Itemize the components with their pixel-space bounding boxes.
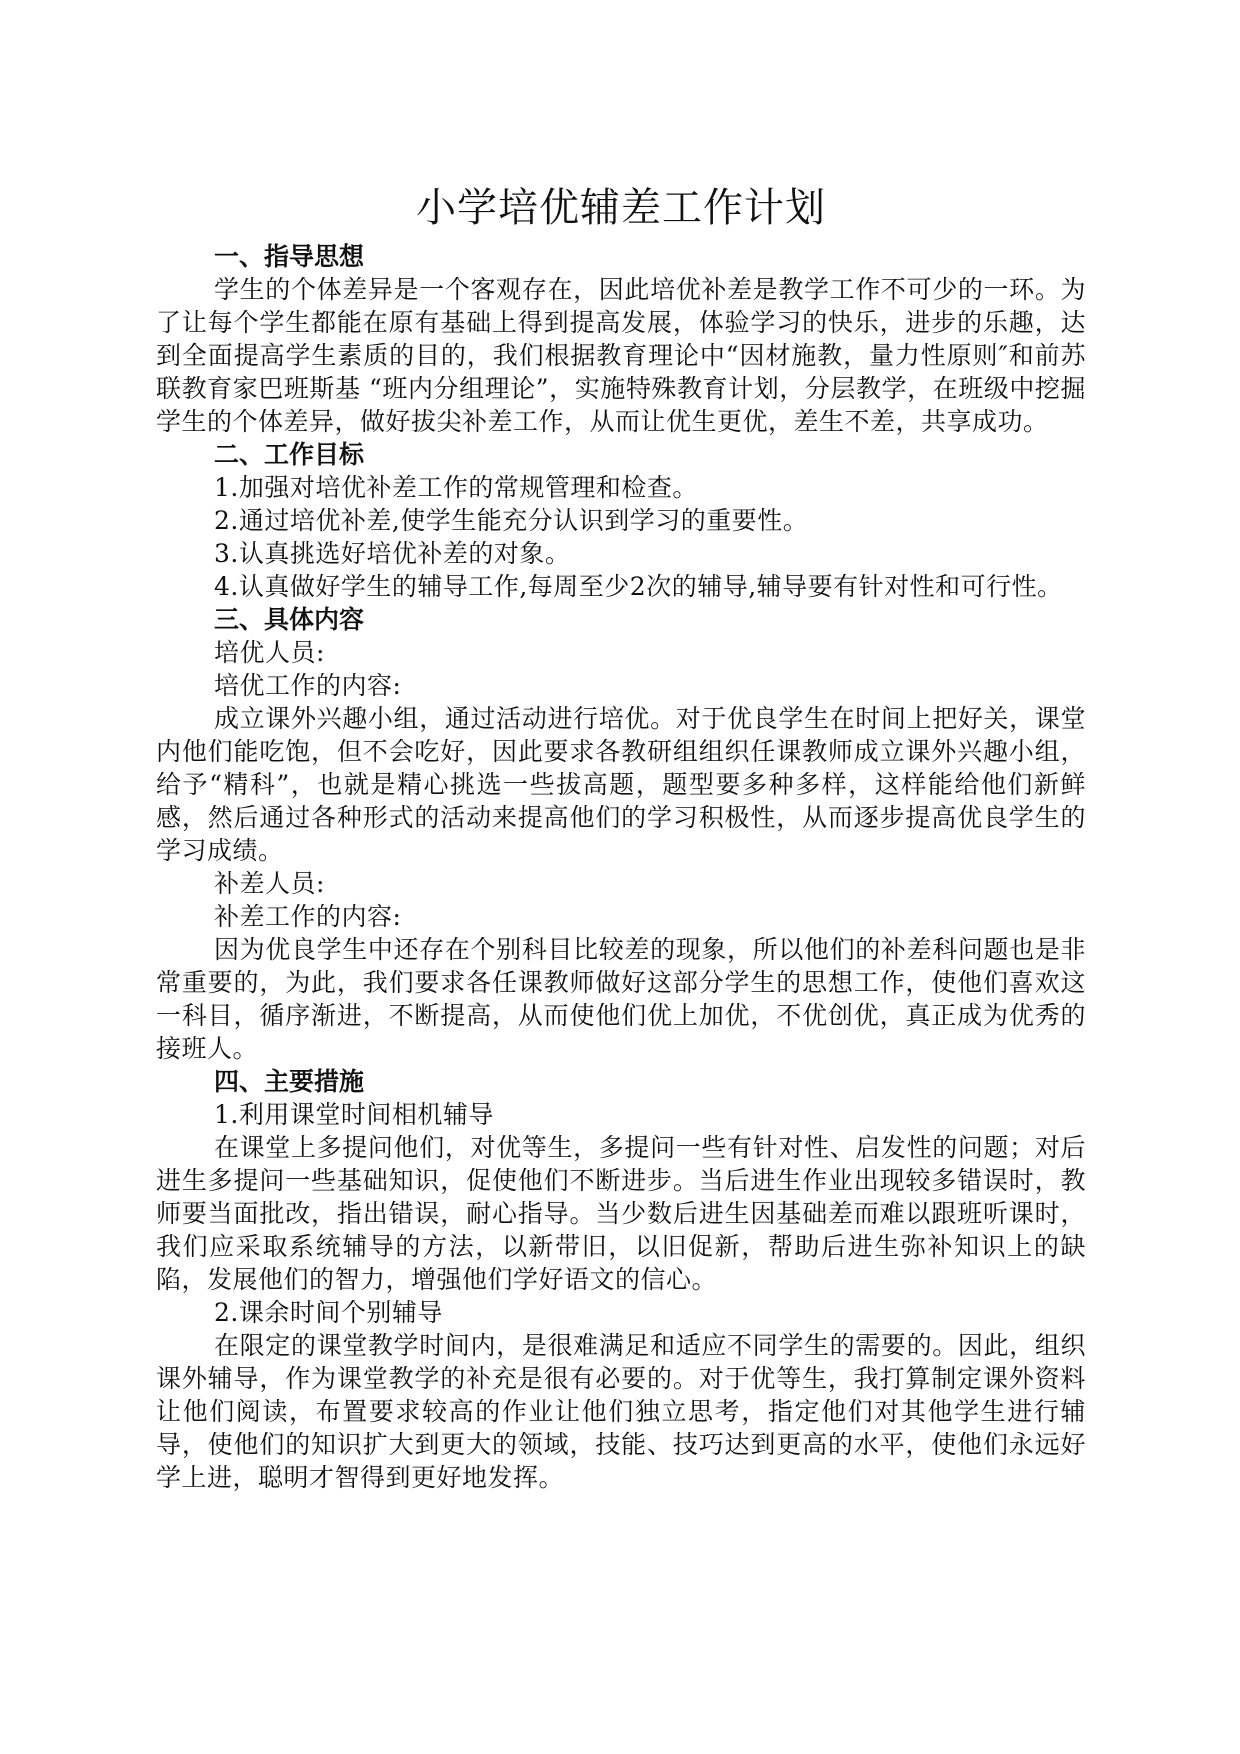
section-guiding-thought bbox=[156, 240, 1086, 438]
paragraph: 培优人员: bbox=[214, 638, 325, 667]
document-title: 小学培优辅差工作计划 bbox=[416, 185, 826, 231]
document-page bbox=[156, 178, 1086, 1494]
paragraph: 补差工作的内容: bbox=[214, 902, 402, 931]
section-work-goals bbox=[156, 438, 1086, 603]
list-item: 1.加强对培优补差工作的常规管理和检查。 bbox=[214, 473, 698, 502]
paragraph: 成立课外兴趣小组，通过活动进行培优。对于优良学生在时间上把好关，课堂内他们能吃饱，但不会吃好，因此要求各教研组组织任课教师成立课外兴趣小组，给予“精科”，也就是精心挑选一些拔高题，题型要多种多样，这样能给他们新鲜感，然后通过各种形式的活动来提高他们的学习积极性，从而逐步提高优良学生的学习成绩。 bbox=[156, 704, 1086, 865]
paragraph: 在限定的课堂教学时间内，是很难满足和适应不同学生的需要的。因此，组织课外辅导，作为课堂教学的补充是很有必要的。对于优等生，我打算制定课外资料让他们阅读，布置要求较高的作业让他们独立思考，指定他们对其他学生进行辅导，使他们的知识扩大到更大的领域，技能、技巧达到更高的水平，使他们永远好学上进，聪明才智得到更好地发挥。 bbox=[156, 1331, 1086, 1492]
section-heading: 四、主要措施 bbox=[214, 1067, 365, 1096]
list-item: 4.认真做好学生的辅导工作,每周至少2次的辅导,辅导要有针对性和可行性。 bbox=[214, 572, 1063, 601]
list-item: 3.认真挑选好培优补差的对象。 bbox=[214, 539, 571, 568]
paragraph: 1.利用课堂时间相机辅导 bbox=[214, 1100, 494, 1129]
section-specific-content bbox=[156, 603, 1086, 1065]
paragraph: 学生的个体差异是一个客观存在，因此培优补差是教学工作不可少的一环。为了让每个学生都能在原有基础上得到提高发展，体验学习的快乐，进步的乐趣，达到全面提高学生素质的目的，我们根据教育理论中“因材施教，量力性原则″和前苏联教育家巴班斯基 “班内分组理论”，实施特殊教育计划，分层教学，在班级中挖掘学生的个体差异，做好拔尖补差工作，从而让优生更优，差生不差，共享成功。 bbox=[156, 275, 1086, 436]
section-heading: 三、具体内容 bbox=[214, 605, 365, 634]
paragraph: 补差人员: bbox=[214, 869, 325, 898]
paragraph: 培优工作的内容: bbox=[214, 671, 402, 700]
paragraph: 因为优良学生中还存在个别科目比较差的现象，所以他们的补差科问题也是非常重要的，为此，我们要求各任课教师做好这部分学生的思想工作，使他们喜欢这一科目，循序渐进，不断提高，从而使他们优上加优，不优创优，真正成为优秀的接班人。 bbox=[156, 935, 1086, 1063]
section-main-measures bbox=[156, 1065, 1086, 1494]
section-heading: 一、指导思想 bbox=[214, 242, 365, 271]
list-item: 2.通过培优补差,使学生能充分认识到学习的重要性。 bbox=[214, 506, 809, 535]
paragraph: 在课堂上多提问他们，对优等生，多提问一些有针对性、启发性的问题；对后进生多提问一些基础知识，促使他们不断进步。当后进生作业出现较多错误时，教师要当面批改，指出错误，耐心指导。当少数后进生因基础差而难以跟班听课时，我们应采取系统辅导的方法，以新带旧，以旧促新，帮助后进生弥补知识上的缺陷，发展他们的智力，增强他们学好语文的信心。 bbox=[156, 1133, 1086, 1294]
section-heading: 二、工作目标 bbox=[214, 440, 365, 469]
paragraph: 2.课余时间个别辅导 bbox=[214, 1298, 443, 1327]
